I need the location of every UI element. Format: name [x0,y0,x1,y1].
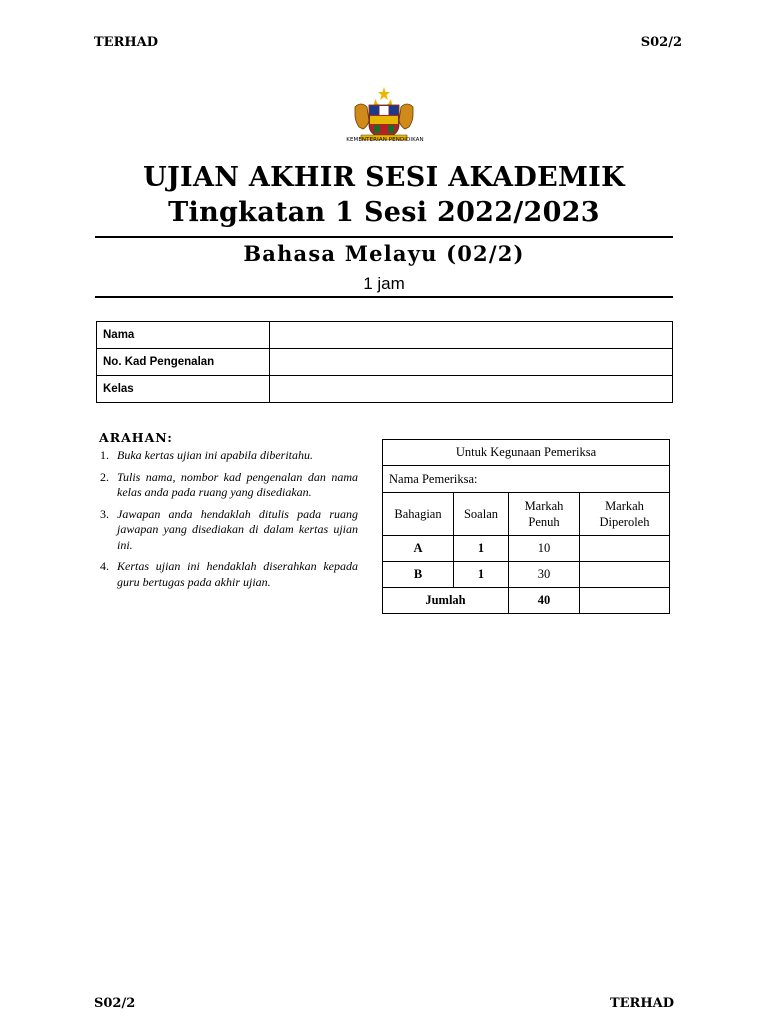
total-obtained[interactable] [580,588,670,614]
footer-paper-code: S02/2 [94,996,136,1011]
table-row [97,349,673,376]
table-row [383,588,670,614]
cell-soalan: 1 [454,562,509,588]
field-label-kelas: Kelas [97,376,270,403]
item-number: 1. [100,448,109,462]
table-row [383,562,670,588]
exam-duration: 1 jam [363,274,405,293]
table-row [97,322,673,349]
field-value-ic[interactable] [270,349,673,376]
divider-top [95,236,673,238]
instructions-heading: ARAHAN: [99,430,173,445]
list-item [100,507,358,554]
item-number: 2. [100,469,109,484]
item-number: 4. [100,559,109,573]
column-header-markah-penuh: Markah Penuh [509,493,580,536]
field-value-nama[interactable] [270,322,673,349]
ministry-caption: KEMENTERIAN PENDIDIKAN [346,137,424,143]
table-row [383,466,670,493]
item-number: 3. [100,506,109,521]
table-row [383,536,670,562]
cell-bahagian: B [383,562,454,588]
column-header-bahagian: Bahagian [383,493,454,536]
field-value-kelas[interactable] [270,376,673,403]
exam-subtitle: Tingkatan 1 Sesi 2022/2023 [168,197,600,228]
table-header-row [383,493,670,536]
examiner-marks-table [382,439,670,614]
cell-markah-diperoleh[interactable] [580,562,670,588]
header-paper-code: S02/2 [640,35,682,50]
cell-bahagian: A [383,536,454,562]
cell-markah-penuh: 30 [509,562,580,588]
footer-classification: TERHAD [609,996,674,1011]
list-item [100,559,358,590]
column-header-soalan: Soalan [454,493,509,536]
cell-markah-penuh: 10 [509,536,580,562]
table-row [97,376,673,403]
examiner-box-title: Untuk Kegunaan Pemeriksa [383,440,670,466]
list-item [100,470,358,501]
table-row [383,440,670,466]
candidate-info-table [96,321,673,403]
item-text: Jawapan anda hendaklah ditulis pada ruang jawapan yang disediakan di dalam kertas ujian ini. [117,506,358,552]
column-header-markah-diperoleh: Markah Diperoleh [580,493,670,536]
examiner-name-label[interactable]: Nama Pemeriksa: [383,466,670,493]
total-value: 40 [509,588,580,614]
list-item [100,448,358,464]
field-label-ic: No. Kad Pengenalan [97,349,270,376]
instructions-list [100,448,358,596]
total-label: Jumlah [383,588,509,614]
header-classification: TERHAD [94,35,159,50]
field-label-nama: Nama [97,322,270,349]
item-text: Buka kertas ujian ini apabila diberitahu. [117,448,313,462]
item-text: Tulis nama, nombor kad pengenalan dan nama kelas anda pada ruang yang disediakan. [117,469,358,499]
divider-bottom [95,296,673,298]
subject-title: Bahasa Melayu (02/2) [243,241,525,266]
item-text: Kertas ujian ini hendaklah diserahkan kepada guru bertugas pada akhir ujian. [117,559,358,589]
exam-title: UJIAN AKHIR SESI AKADEMIK [143,162,625,193]
cell-markah-diperoleh[interactable] [580,536,670,562]
cell-soalan: 1 [454,536,509,562]
